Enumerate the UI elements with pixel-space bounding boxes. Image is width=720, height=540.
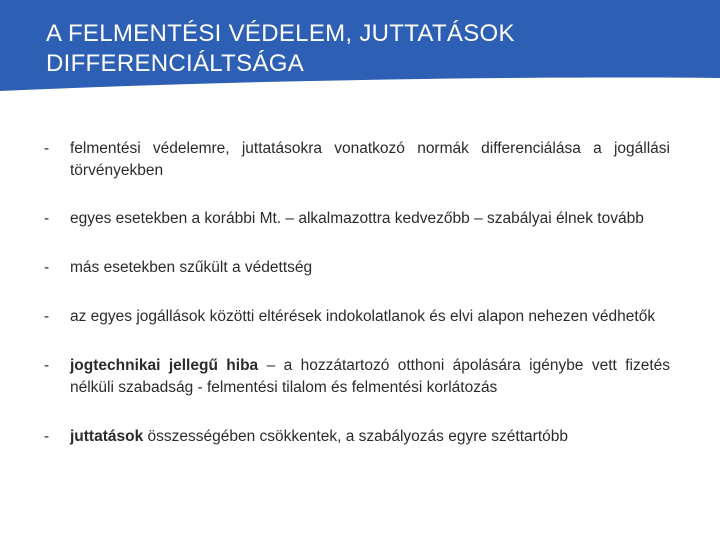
bullet-item — [44, 355, 670, 399]
header-banner — [0, 0, 720, 92]
bullet-text: az egyes jogállások közötti eltérések indokolatlanok és elvi alapon nehezen védhetők — [70, 308, 656, 325]
bullet-text — [70, 428, 568, 445]
bullet-item — [44, 426, 670, 448]
bullet-bold-text: jogtechnikai jellegű hiba — [70, 357, 259, 374]
bullet-item — [44, 138, 670, 182]
bullet-rest-text: – a hozzátartozó otthoni ápolására igénybe vett fizetés nélküli szabadság - felmentési tilalom és felmentési korlátozás — [70, 357, 670, 396]
bullet-list — [44, 138, 670, 448]
bullet-marker: - — [44, 428, 50, 445]
bullet-text: felmentési védelemre, juttatásokra vonatkozó normák differenciálása a jogállási törvényekben — [70, 140, 670, 179]
bullet-marker: - — [44, 308, 50, 325]
bullet-item — [44, 208, 670, 230]
bullet-text — [70, 357, 670, 396]
bullet-item — [44, 257, 670, 279]
bullet-text: más esetekben szűkült a védettség — [70, 259, 313, 276]
slide-title: A FELMENTÉSI VÉDELEM, JUTTATÁSOK DIFFERENCIÁLTSÁGA — [46, 20, 515, 77]
bullet-marker: - — [44, 210, 50, 227]
bullet-item — [44, 306, 670, 328]
bullet-marker: - — [44, 259, 50, 276]
bullet-marker: - — [44, 140, 50, 157]
bullet-marker: - — [44, 357, 50, 374]
bullet-bold-text: juttatások — [70, 428, 144, 445]
bullet-text: egyes esetekben a korábbi Mt. – alkalmazottra kedvezőbb – szabályai élnek tovább — [70, 210, 644, 227]
bullet-rest-text: összességében csökkentek, a szabályozás egyre széttartóbb — [143, 428, 568, 445]
